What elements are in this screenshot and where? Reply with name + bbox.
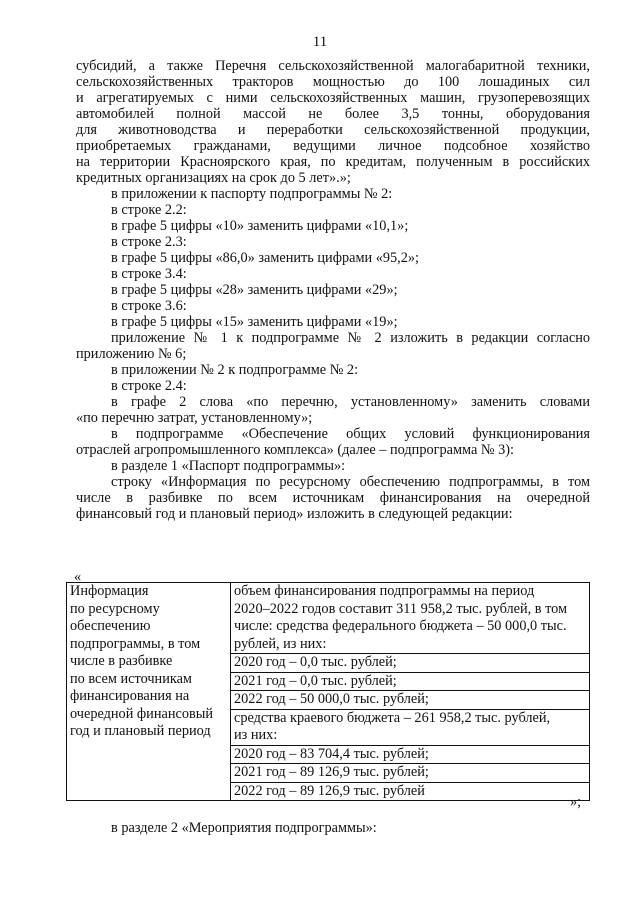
- text-line: в приложении к паспорту подпрограммы № 2:: [111, 186, 393, 202]
- closing-quote: »;: [570, 794, 582, 810]
- text-line: отраслей агропромышленного комплекса» (далее – подпрограмма № 3):: [76, 442, 514, 458]
- label-line: числе в разбивке: [70, 653, 173, 669]
- text-line: для животноводства и переработки сельскохозяйственной продукции,: [76, 122, 590, 138]
- value-line: 2021 год – 0,0 тыс. рублей;: [231, 673, 589, 692]
- text-line: в приложении № 2 к подпрограмме № 2:: [111, 362, 359, 378]
- text-line: приложение № 1 к подпрограмме № 2 изложить в редакции согласно: [111, 330, 590, 346]
- value-line: 2022 год – 50 000,0 тыс. рублей;: [231, 691, 589, 710]
- text-line: в строке 3.4:: [111, 266, 187, 282]
- value-line: 2020 год – 83 704,4 тыс. рублей;: [231, 746, 589, 765]
- label-line: обеспечению: [70, 618, 151, 634]
- text-line: в графе 5 цифры «10» заменить цифрами «10,1»;: [111, 218, 409, 234]
- label-line: год и плановый период: [70, 723, 211, 739]
- text-line: сельскохозяйственных тракторов мощностью до 100 лошадиных сил: [76, 74, 590, 90]
- table-value-cell: [231, 583, 590, 801]
- text-line: в строке 2.2:: [111, 202, 187, 218]
- text-line: на территории Красноярского края, по кредитам, полученным в российских: [76, 154, 590, 170]
- text-line: и агрегатируемых с ними сельскохозяйственных машин, грузоперевозящих: [76, 90, 590, 106]
- value-line: числе: средства федерального бюджета – 50 000,0 тыс.: [234, 618, 567, 634]
- table-label-cell: [67, 583, 231, 801]
- label-line: по всем источникам: [70, 670, 192, 687]
- text-line: в строке 2.3:: [111, 234, 187, 250]
- text-line: финансовый год и плановый период» изложить в следующей редакции:: [76, 506, 513, 522]
- value-line: из них:: [231, 727, 589, 746]
- final-line: в разделе 2 «Мероприятия подпрограммы»:: [111, 820, 377, 836]
- resource-info-table: [66, 582, 590, 801]
- text-line: в строке 2.4:: [111, 378, 187, 394]
- value-line: объем финансирования подпрограммы на период: [234, 583, 535, 599]
- value-line: средства краевого бюджета – 261 958,2 тыс. рублей,: [234, 709, 551, 726]
- page-number: 11: [312, 34, 328, 50]
- text-line: приложению № 6;: [76, 346, 187, 362]
- value-line: 2020–2022 годов составит 311 958,2 тыс. рублей, в том: [234, 600, 568, 617]
- value-line: 2021 год – 89 126,9 тыс. рублей;: [231, 764, 589, 783]
- value-line: 2022 год – 89 126,9 тыс. рублей: [234, 782, 425, 799]
- text-line: в графе 5 цифры «86,0» заменить цифрами «95,2»;: [111, 250, 420, 266]
- label-line: финансирования на: [70, 688, 190, 704]
- label-line: по ресурсному: [70, 600, 160, 617]
- text-line: числе в разбивке по всем источникам финансирования на очередной: [76, 490, 590, 506]
- text-line: в подпрограмме «Обеспечение общих условий функционирования: [111, 426, 590, 442]
- value-line: рублей, из них:: [231, 636, 589, 655]
- opening-quote: «: [74, 569, 82, 585]
- text-line: субсидий, а также Перечня сельскохозяйственной малогабаритной техники,: [76, 58, 590, 74]
- value-line: 2020 год – 0,0 тыс. рублей;: [231, 654, 589, 673]
- text-line: «по перечню затрат, установленному»;: [76, 410, 313, 426]
- text-line: в графе 5 цифры «28» заменить цифрами «29»;: [111, 282, 398, 298]
- text-line: приобретаемых гражданами, ведущими личное подсобное хозяйство: [76, 138, 590, 154]
- label-line: очередной финансовый: [70, 705, 213, 722]
- text-line: в строке 3.6:: [111, 298, 187, 314]
- text-line: кредитных организациях на срок до 5 лет».»;: [76, 170, 351, 186]
- text-line: автомобилей полной массой не более 3,5 тонны, оборудования: [76, 106, 590, 122]
- text-line: в разделе 1 «Паспорт подпрограммы»:: [111, 458, 346, 474]
- label-line: Информация: [70, 583, 149, 599]
- text-line: в графе 5 цифры «15» заменить цифрами «19»;: [111, 314, 398, 330]
- text-line: в графе 2 слова «по перечню, установленному» заменить словами: [111, 394, 590, 410]
- label-line: подпрограммы, в том: [70, 635, 201, 652]
- text-line: строку «Информация по ресурсному обеспечению подпрограммы, в том: [111, 474, 590, 490]
